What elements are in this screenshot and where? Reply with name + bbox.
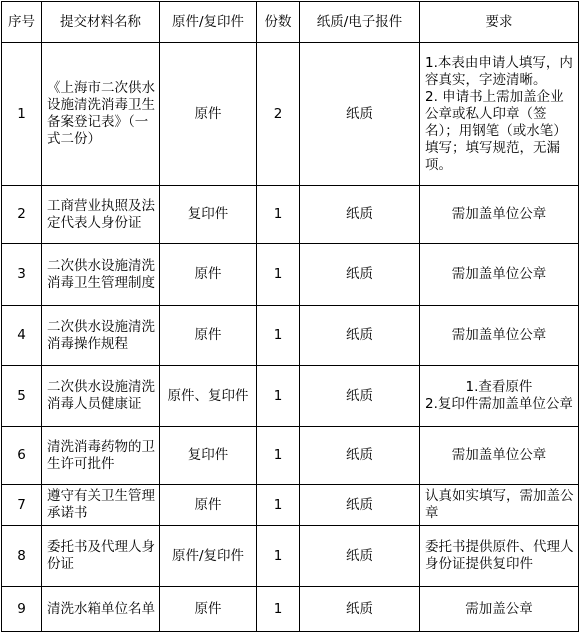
cell-material-name: 二次供水设施清洗消毒操作规程 [42, 306, 160, 366]
cell-seq: 6 [2, 427, 42, 485]
header-seq: 序号 [2, 2, 42, 43]
header-medium: 纸质/电子报件 [300, 2, 420, 43]
header-name: 提交材料名称 [42, 2, 160, 43]
cell-material-name: 《上海市二次供水设施清洗消毒卫生备案登记表》（一式二份） [42, 43, 160, 186]
cell-material-name: 二次供水设施清洗消毒卫生管理制度 [42, 244, 160, 306]
requirement-line: 1.查看原件 [465, 379, 533, 395]
cell-copies: 1 [257, 427, 300, 485]
cell-seq: 2 [2, 186, 42, 244]
cell-copies: 1 [257, 526, 300, 587]
cell-requirements [420, 366, 579, 427]
cell-seq: 5 [2, 366, 42, 427]
cell-requirements [420, 526, 579, 587]
header-count: 份数 [257, 2, 300, 43]
requirement-line: 委托书提供原件、代理人身份证提供复印件 [425, 539, 574, 572]
cell-copies: 1 [257, 587, 300, 632]
cell-material-name: 清洗消毒药物的卫生许可批件 [42, 427, 160, 485]
requirement-line: 2. 申请书上需加盖企业公章或私人印章（签名）；用钢笔（或水笔）填写；填写规范，无漏项。 [425, 88, 567, 173]
cell-paper-or-electronic: 纸质 [300, 366, 420, 427]
header-row [2, 2, 579, 43]
cell-original-or-copy: 原件、复印件 [160, 366, 257, 427]
requirement-line: 需加盖单位公章 [451, 266, 547, 282]
cell-paper-or-electronic: 纸质 [300, 306, 420, 366]
cell-paper-or-electronic: 纸质 [300, 43, 420, 186]
cell-requirements [420, 306, 579, 366]
cell-original-or-copy: 原件 [160, 244, 257, 306]
cell-material-name: 遵守有关卫生管理承诺书 [42, 485, 160, 526]
table-row [2, 43, 579, 186]
cell-seq: 3 [2, 244, 42, 306]
cell-original-or-copy: 原件 [160, 485, 257, 526]
cell-original-or-copy: 复印件 [160, 186, 257, 244]
cell-paper-or-electronic: 纸质 [300, 587, 420, 632]
cell-original-or-copy: 复印件 [160, 427, 257, 485]
cell-requirements [420, 244, 579, 306]
materials-table [1, 1, 579, 632]
table-row [2, 244, 579, 306]
cell-original-or-copy: 原件/复印件 [160, 526, 257, 587]
table-row [2, 427, 579, 485]
cell-paper-or-electronic: 纸质 [300, 186, 420, 244]
requirement-line: 需加盖单位公章 [451, 206, 547, 222]
cell-material-name: 委托书及代理人身份证 [42, 526, 160, 587]
cell-requirements [420, 485, 579, 526]
cell-copies: 1 [257, 366, 300, 427]
cell-requirements [420, 427, 579, 485]
requirement-line: 认真如实填写，需加盖公章 [425, 488, 574, 521]
cell-paper-or-electronic: 纸质 [300, 526, 420, 587]
table-row [2, 587, 579, 632]
table-row [2, 306, 579, 366]
cell-original-or-copy: 原件 [160, 43, 257, 186]
cell-original-or-copy: 原件 [160, 587, 257, 632]
requirement-line: 2.复印件需加盖单位公章 [425, 396, 573, 412]
table-row [2, 366, 579, 427]
cell-original-or-copy: 原件 [160, 306, 257, 366]
cell-seq: 1 [2, 43, 42, 186]
requirement-line: 需加盖单位公章 [451, 447, 547, 463]
cell-copies: 2 [257, 43, 300, 186]
cell-material-name: 二次供水设施清洗消毒人员健康证 [42, 366, 160, 427]
cell-seq: 7 [2, 485, 42, 526]
requirement-line: 1.本表由申请人填写，内容真实，字迹清晰。 [425, 54, 573, 88]
cell-copies: 1 [257, 186, 300, 244]
cell-paper-or-electronic: 纸质 [300, 427, 420, 485]
cell-requirements [420, 43, 579, 186]
table-row [2, 526, 579, 587]
cell-requirements [420, 186, 579, 244]
cell-material-name: 工商营业执照及法定代表人身份证 [42, 186, 160, 244]
cell-copies: 1 [257, 306, 300, 366]
table-row [2, 485, 579, 526]
requirement-line: 需加盖公章 [465, 600, 533, 617]
requirement-line: 需加盖单位公章 [451, 327, 547, 343]
cell-copies: 1 [257, 244, 300, 306]
header-requirements: 要求 [420, 2, 579, 43]
cell-seq: 9 [2, 587, 42, 632]
cell-material-name: 清洗水箱单位名单 [42, 587, 160, 632]
cell-seq: 8 [2, 526, 42, 587]
cell-requirements [420, 587, 579, 632]
cell-copies: 1 [257, 485, 300, 526]
cell-paper-or-electronic: 纸质 [300, 485, 420, 526]
table-row [2, 186, 579, 244]
cell-seq: 4 [2, 306, 42, 366]
header-form: 原件/复印件 [160, 2, 257, 43]
cell-paper-or-electronic: 纸质 [300, 244, 420, 306]
